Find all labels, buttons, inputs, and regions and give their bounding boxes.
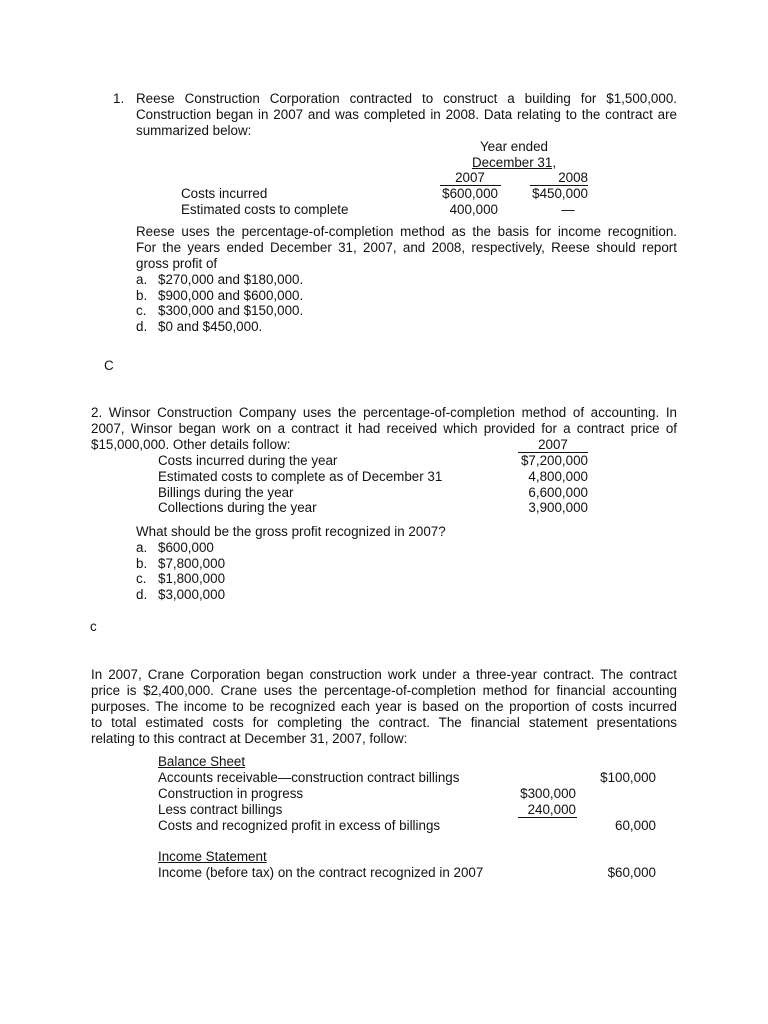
q1-intro-line-2: Construction began in 2007 and was completed in 2008. Data relating to the contract are xyxy=(136,107,677,122)
q1-row-estimated-2008: — xyxy=(561,202,575,217)
q1-row-costs-incurred-label: Costs incurred xyxy=(181,186,268,201)
q3-bs-row-4-label: Costs and recognized profit in excess of billings xyxy=(158,818,441,833)
q1-row-costs-incurred-2007: $600,000 xyxy=(442,186,498,201)
q2-row-2-label: Estimated costs to complete as of December 31 xyxy=(158,469,443,484)
q2-option-c-letter: c. xyxy=(136,571,147,586)
q2-intro-line-2: 2007, Winsor began work on a contract it had received which provided for a contract price of xyxy=(91,421,677,436)
q3-intro-line-5: relating to this contract at December 31, 2007, follow: xyxy=(91,731,408,746)
q3-bs-row-3-mid: 240,000 xyxy=(527,802,576,817)
q1-col-2007: 2007 xyxy=(455,170,485,185)
q2-option-a-text: $600,000 xyxy=(158,540,214,555)
q1-number: 1. xyxy=(113,91,125,106)
q1-intro-line-1: Reese Construction Corporation contracted to construct a building for $1,500,000. xyxy=(136,91,677,106)
q1-option-d-text: $0 and $450,000. xyxy=(158,319,263,334)
q2-row-3-value: 6,600,000 xyxy=(528,485,588,500)
q3-intro-line-3: purposes. The income to be recognized each year is based on the proportion of costs incurred xyxy=(91,699,677,714)
q1-question-line-2: For the years ended December 31, 2007, and 2008, respectively, Reese should report xyxy=(136,240,677,255)
q2-row-1-label: Costs incurred during the year xyxy=(158,453,338,468)
q1-question-line-1: Reese uses the percentage-of-completion method as the basis for income recognition. xyxy=(136,224,677,239)
q2-row-3-label: Billings during the year xyxy=(158,485,294,500)
q3-bs-row-2-mid: $300,000 xyxy=(520,786,576,801)
q3-intro-line-1: In 2007, Crane Corporation began construction work under a three-year contract. The contract xyxy=(91,667,677,682)
q2-question: What should be the gross profit recognized in 2007? xyxy=(136,524,446,539)
q2-row-1-value: $7,200,000 xyxy=(520,453,588,468)
q2-row-4-label: Collections during the year xyxy=(158,500,317,515)
q2-option-d-text: $3,000,000 xyxy=(158,587,226,602)
q1-option-b-letter: b. xyxy=(136,288,148,303)
q1-option-b-text: $900,000 and $600,000. xyxy=(158,288,304,303)
q1-option-c-text: $300,000 and $150,000. xyxy=(158,303,304,318)
q1-option-c-letter: c. xyxy=(136,303,147,318)
q3-bs-row-1-label: Accounts receivable—construction contract billings xyxy=(158,770,460,785)
q1-intro-line-3: summarized below: xyxy=(136,123,252,138)
q1-option-a-text: $270,000 and $180,000. xyxy=(158,272,304,287)
q3-is-row-label: Income (before tax) on the contract recognized in 2007 xyxy=(158,865,484,880)
q3-balance-sheet-title: Balance Sheet xyxy=(158,754,246,769)
q1-option-d-letter: d. xyxy=(136,319,148,334)
q2-row-2-value: 4,800,000 xyxy=(528,469,588,484)
q3-bs-row-4-right: 60,000 xyxy=(615,818,656,833)
q1-col-2008: 2008 xyxy=(558,170,588,185)
q3-bs-row-1-right: $100,000 xyxy=(600,770,656,785)
q3-income-statement-title: Income Statement xyxy=(158,849,267,864)
q1-header-year-ended: Year ended xyxy=(479,139,548,154)
q3-intro-line-2: price is $2,400,000. Crane uses the percentage-of-completion method for financial accounting xyxy=(91,683,677,698)
q2-option-c-text: $1,800,000 xyxy=(158,571,226,586)
q1-answer: C xyxy=(104,358,114,373)
q2-answer: c xyxy=(90,619,97,634)
q2-option-b-text: $7,800,000 xyxy=(158,556,226,571)
q2-option-b-letter: b. xyxy=(136,556,148,571)
q2-intro-line-3: $15,000,000. Other details follow: xyxy=(91,437,291,452)
q1-option-a-letter: a. xyxy=(136,272,148,287)
q3-is-row-right: $60,000 xyxy=(607,865,656,880)
q3-bs-row-2-label: Construction in progress xyxy=(158,786,304,801)
q3-bs-row-3-label: Less contract billings xyxy=(158,802,283,817)
q1-question-line-3: gross profit of xyxy=(136,256,218,271)
q2-option-a-letter: a. xyxy=(136,540,148,555)
q1-row-estimated-2007: 400,000 xyxy=(449,202,498,217)
q2-col-2007: 2007 xyxy=(538,437,568,452)
q2-row-4-value: 3,900,000 xyxy=(528,500,588,515)
q1-header-december: December 31, xyxy=(471,155,557,170)
q1-row-costs-incurred-2008: $450,000 xyxy=(532,186,588,201)
q3-bs-row-3-underline xyxy=(518,817,577,818)
q2-option-d-letter: d. xyxy=(136,587,148,602)
q2-intro-line-1: 2. Winsor Construction Company uses the percentage-of-completion method of accounting. In xyxy=(91,405,677,420)
q1-row-estimated-label: Estimated costs to complete xyxy=(181,202,349,217)
q3-intro-line-4: to total estimated costs for completing the contract. The financial statement presentations xyxy=(91,715,677,730)
